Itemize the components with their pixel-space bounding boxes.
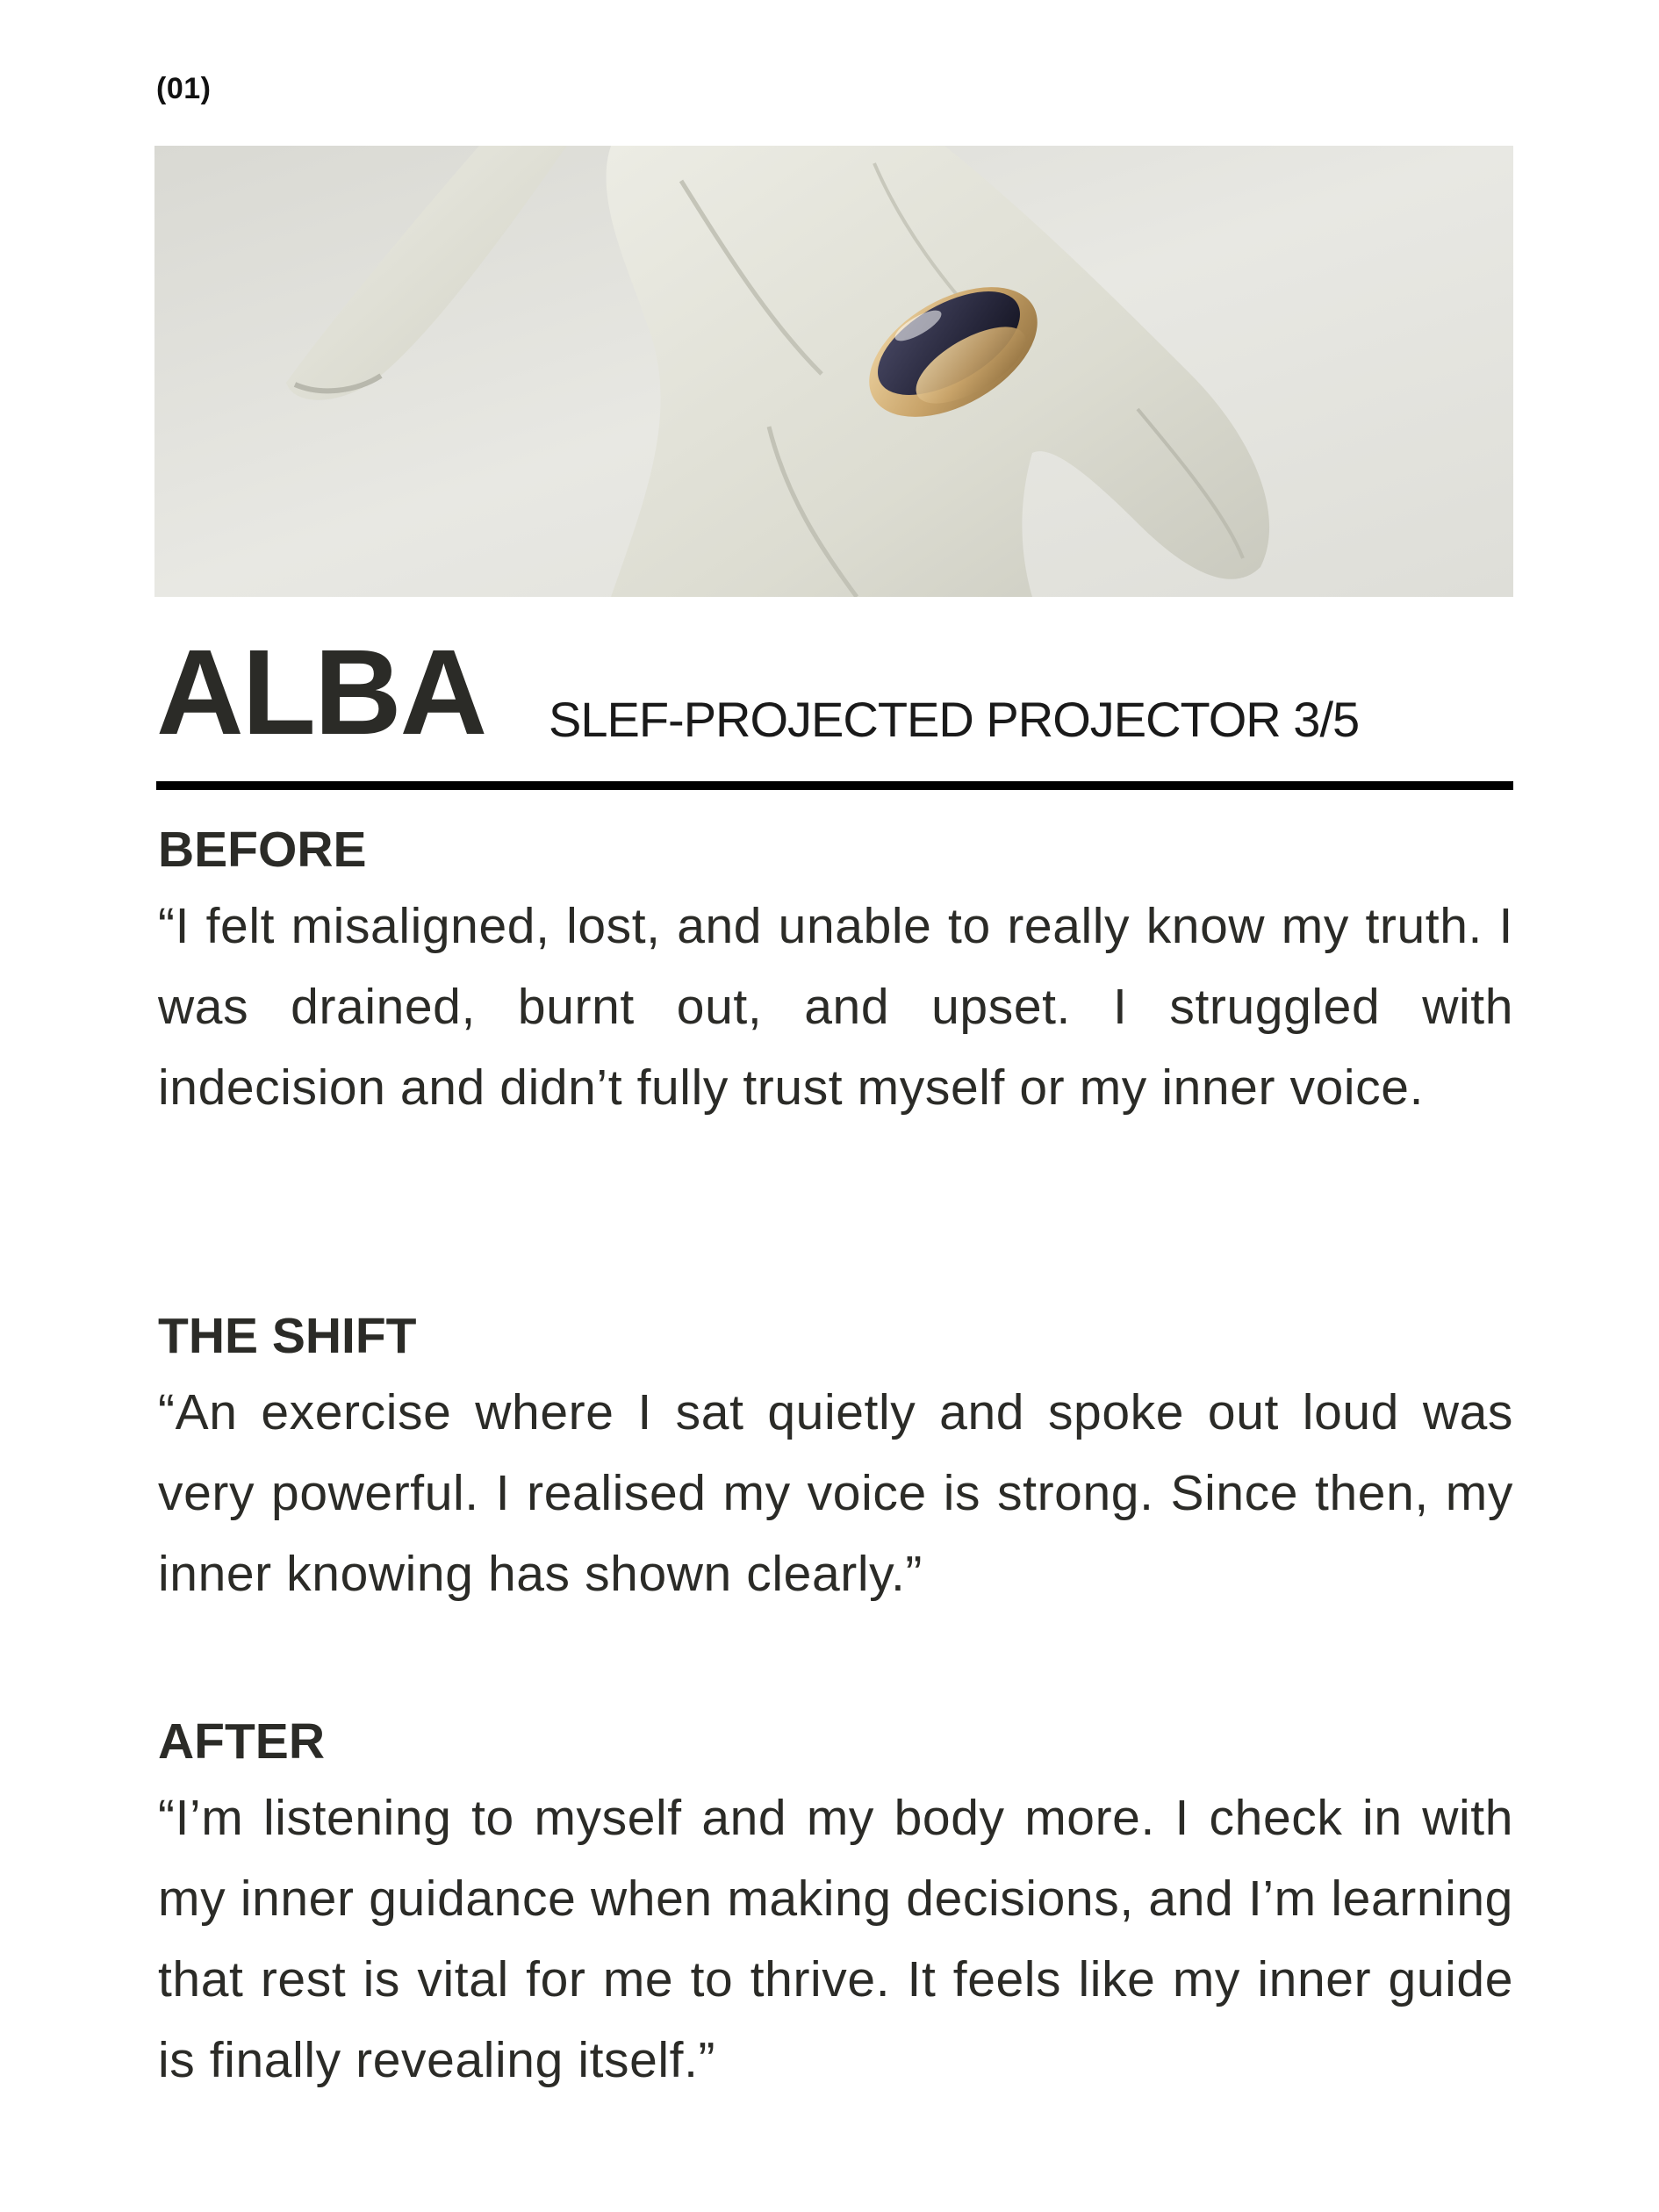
section-heading-after: AFTER — [158, 1713, 325, 1770]
page-number: (01) — [156, 72, 212, 105]
divider-rule — [156, 781, 1513, 790]
ring-on-glove-photo-icon — [154, 146, 1513, 597]
hero-image — [154, 146, 1513, 597]
client-subtitle: SLEF-PROJECTED PROJECTOR 3/5 — [549, 692, 1360, 747]
section-text-after: “I’m listening to myself and my body more. I check in with my inner guidance when making decisions, and I’m learning that rest is vital for me to thrive. It feels like my inner guide is finally revealing itself.” — [158, 1790, 1513, 2088]
client-name: ALBA — [156, 625, 486, 760]
section-text-before: “I felt misaligned, lost, and unable to really know my truth. I was drained, burnt out, and upset. I struggled with indecision and didn’t fully trust myself or my inner voice. — [158, 898, 1513, 1116]
section-before — [158, 822, 1513, 1128]
title-row — [156, 625, 1513, 764]
section-after — [158, 1713, 1513, 2101]
section-shift — [158, 1308, 1513, 1614]
section-heading-shift: THE SHIFT — [158, 1308, 417, 1364]
section-heading-before: BEFORE — [158, 822, 367, 878]
section-text-shift: “An exercise where I sat quietly and spoke out loud was very powerful. I realised my voice is strong. Since then, my inner knowing has shown clearly.” — [158, 1384, 1513, 1602]
